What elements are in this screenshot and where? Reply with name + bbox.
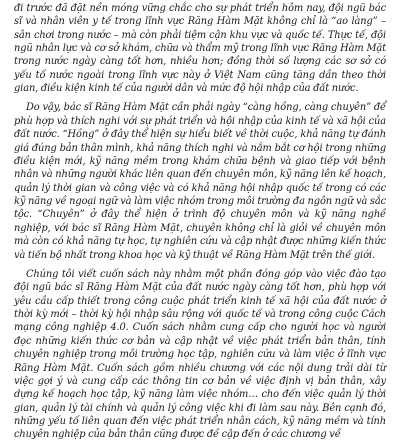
paragraph: Do vậy, bác sĩ Răng Hàm Mặt cần phải ngày “càng hồng, càng chuyên” để phù hợp và thích nghi với sự phát triển và hội nhập của kinh tế và xã hội của đất nước. “Hồng” ở đây thể hiện sự hiểu biết về thời cuộc, khả năng tự đánh giá đúng bản thân mình, khả năng thích nghi và nắm bắt cơ hội trong những điều kiện mới, kỹ năng mềm trong khám chữa bệnh và giao tiếp với bệnh nhân và những người khác liên quan đến chuyên môn, kỹ năng lên kế hoạch, quản lý thời gian và công việc và có khả năng hội nhập quốc tế trong có các kỹ năng về ngoại ngữ và làm việc nhóm trong môi trường đa ngôn ngữ và sắc tộc. “Chuyên” ở đây thể hiện ở trình độ chuyên môn và kỹ năng nghề nghiệp, với bác sĩ Răng Hàm Mặt, chuyên không chỉ là giỏi về chuyên môn mà còn có khả năng tự học, tự nghiên cứu và cập nhật được những kiến thức và tiến bộ nhất trong khoa học và kỹ thuật về Răng Hàm Mặt trên thế giới. [14,102,386,261]
paragraph: đi trước đã đặt nền móng vững chắc cho sự phát triển hôm nay, đội ngũ bác sĩ và nhân viên y tế trong lĩnh vực Răng Hàm Mặt không chỉ là “ao làng” – sân chơi trong nước – mà còn phải tiệm cận khu vực và quốc tế. Thực tế, đội ngũ nhân lực và cơ sở khám, chữa và thẩm mỹ trong lĩnh vực Răng Hàm Mặt trong nước ngày càng tốt hơn, nhiều hơn; đồng thời số lượng các sơ sở có yếu tố nước ngoài trong lĩnh vực này ở Việt Nam cũng tăng dần theo thời gian, điều kiện kinh tế của người dân và mức độ hội nhập của đất nước. [14,2,386,94]
paragraph: Chúng tôi viết cuốn sách này nhằm một phần đóng góp vào việc đào tạo đội ngũ bác sĩ Răng Hàm Mặt của đất nước ngày càng tốt hơn, phù hợp với yêu cầu cấp thiết trong công cuộc phát triển kinh tế xã hội của đất nước ở thời kỳ mới – thời kỳ hội nhập sâu rộng với quốc tế và trong công cuộc Cách mạng công nghiệp 4.0. Cuốn sách nhằm cung cấp cho người học và người đọc những kiến thức cơ bản và cập nhật về việc phát triển bản thân, tính chuyên nghiệp trong môi trường học tập, nghiên cứu và làm việc ở lĩnh vực Răng Hàm Mặt. Cuốn sách gồm nhiều chương với các nội dung trải dài từ việc gợi ý và cung cấp các thông tin cơ bản về việc định vị bản thân, xây dựng kế hoạch học tập, kỹ năng làm việc nhóm… cho đến việc quản lý thời gian, quản lý tài chính và quản lý công việc khi đi làm sau này. Bên cạnh đó, những yếu tố liên quan đến việc phát triển nhân cách, kỹ năng mềm và tính chuyên nghiệp của bản thân cũng được đề cập đến ở các chương về [14,268,386,441]
body-text [14,0,386,441]
